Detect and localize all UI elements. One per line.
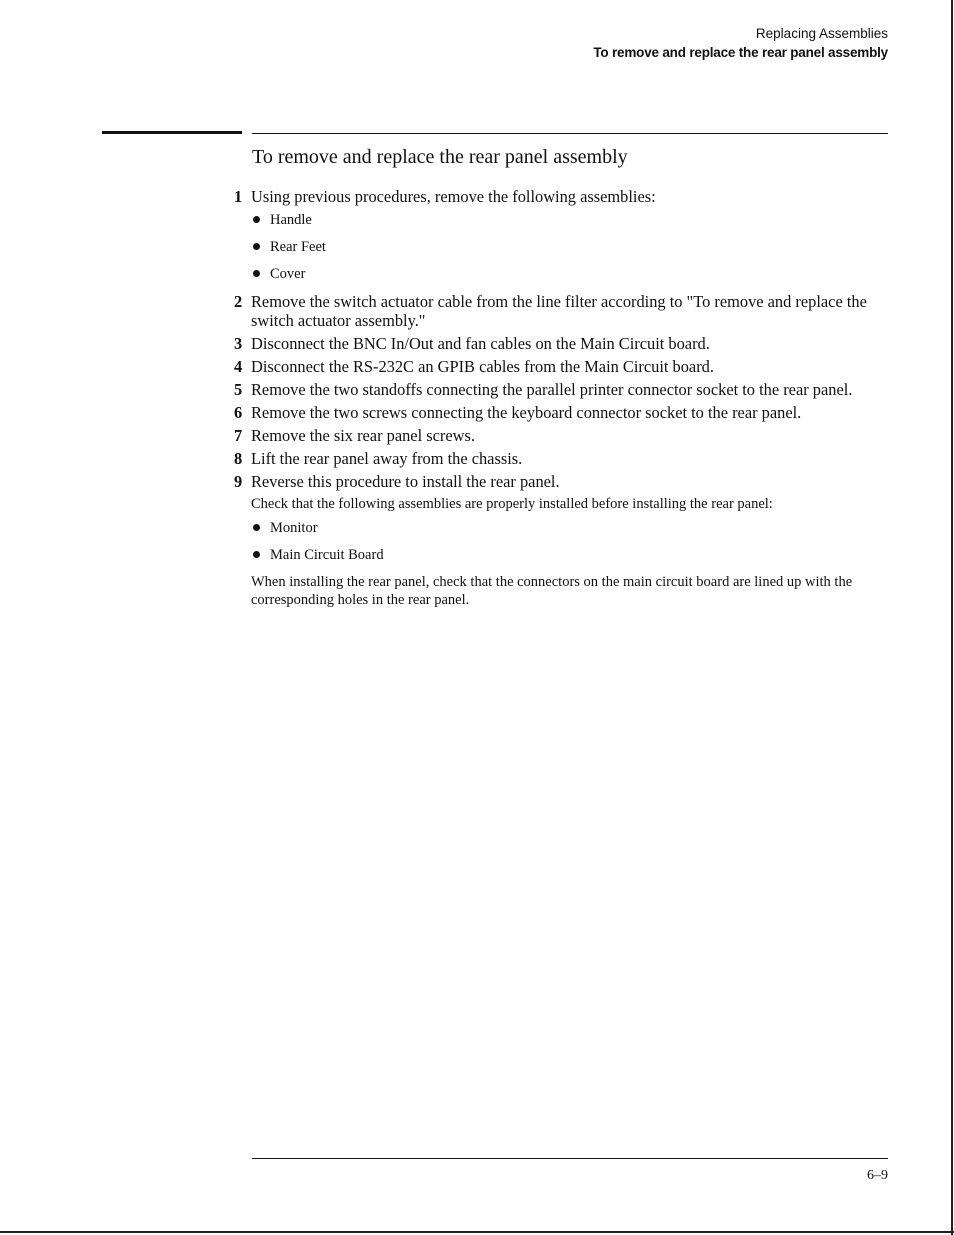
step-number: 2 [234, 292, 243, 311]
page-border-right [951, 0, 953, 1235]
step-4 [234, 357, 894, 376]
step-number: 7 [234, 426, 243, 445]
list-item [252, 211, 894, 229]
running-header-section: To remove and replace the rear panel assembly [593, 45, 888, 60]
final-note: When installing the rear panel, check that the connectors on the main circuit board are lined up with the corresponding holes in the rear panel. [251, 574, 853, 608]
step-3 [234, 334, 894, 353]
list-item-text: Monitor [270, 520, 318, 536]
list-item-text: Rear Feet [270, 239, 326, 255]
list-item [252, 519, 894, 537]
step-9 [234, 472, 894, 491]
list-item [252, 238, 894, 256]
bullet-icon [253, 551, 260, 558]
section-rule-thin [252, 133, 888, 134]
section-rule-thick [102, 131, 242, 134]
step-6 [234, 403, 894, 422]
list-item [252, 546, 894, 564]
step-number: 1 [234, 187, 243, 206]
step-number: 9 [234, 472, 243, 491]
step-7 [234, 426, 894, 445]
footer-rule [252, 1158, 888, 1159]
list-item-text: Main Circuit Board [270, 547, 384, 563]
step-number: 3 [234, 334, 243, 353]
bullet-icon [253, 270, 260, 277]
step-text: Remove the two screws connecting the keyboard connector socket to the rear panel. [251, 403, 802, 422]
step-2 [234, 292, 894, 330]
step-1 [234, 187, 894, 206]
assemblies-list [252, 211, 894, 283]
step-text: Disconnect the BNC In/Out and fan cables on the Main Circuit board. [251, 334, 710, 353]
step-number: 4 [234, 357, 243, 376]
step-5 [234, 380, 894, 399]
step-text: Remove the two standoffs connecting the parallel printer connector socket to the rear panel. [251, 380, 853, 399]
step-text: Using previous procedures, remove the following assemblies: [251, 187, 656, 206]
step-8 [234, 449, 894, 468]
step-text: Remove the six rear panel screws. [251, 426, 475, 445]
list-item-text: Cover [270, 266, 306, 282]
running-header-chapter: Replacing Assemblies [755, 26, 888, 41]
running-header [593, 24, 888, 62]
step-number: 6 [234, 403, 243, 422]
step-text: Remove the switch actuator cable from the line filter according to "To remove and replace the switch actuator assembly." [251, 292, 867, 330]
bullet-icon [253, 524, 260, 531]
list-item [252, 265, 894, 283]
check-list [252, 519, 894, 564]
step-number: 8 [234, 449, 243, 468]
step-text: Reverse this procedure to install the rear panel. [251, 472, 560, 491]
page-border-bottom [0, 1231, 954, 1233]
bullet-icon [253, 216, 260, 223]
list-item-text: Handle [270, 212, 312, 228]
bullet-icon [253, 243, 260, 250]
page-number: 6–9 [867, 1168, 888, 1183]
procedure-content [234, 187, 894, 615]
check-note: Check that the following assemblies are properly installed before installing the rear panel: [251, 496, 773, 512]
section-title: To remove and replace the rear panel assembly [252, 146, 628, 168]
step-number: 5 [234, 380, 243, 399]
step-text: Lift the rear panel away from the chassis. [251, 449, 523, 468]
step-text: Disconnect the RS-232C an GPIB cables from the Main Circuit board. [251, 357, 714, 376]
